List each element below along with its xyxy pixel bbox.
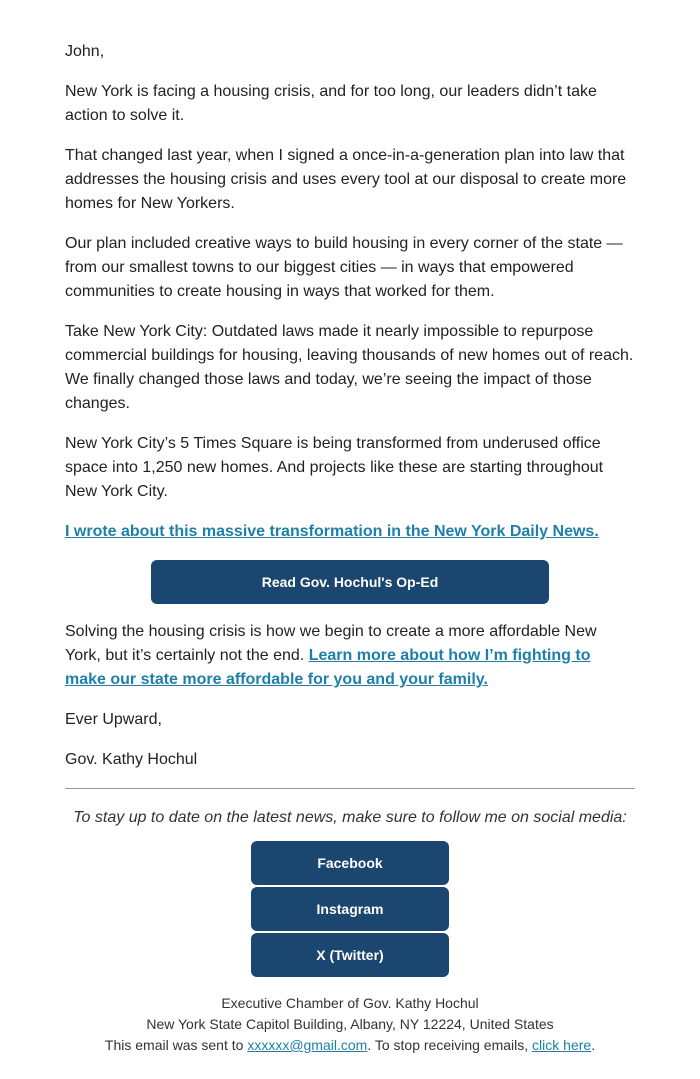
footer-email-link[interactable]: xxxxxx@gmail.com	[247, 1037, 368, 1053]
paragraph-creative-ways: Our plan included creative ways to build housing in every corner of the state — from our smallest towns to our biggest cities — in ways that empowered communities to create housing in ways that worked for them.	[65, 235, 623, 300]
unsubscribe-link[interactable]: click here	[532, 1037, 592, 1053]
cta-wrapper	[65, 560, 635, 604]
affordable-text: Solving the housing crisis is how we begin to create a more affordable New York, but it’s certainly not the end.	[65, 623, 597, 664]
footer-unsub-suffix: .	[591, 1037, 596, 1053]
paragraph-times-square: New York City’s 5 Times Square is being transformed from underused office space into 1,250 new homes. And projects like these are starting throughout New York City.	[65, 435, 604, 500]
x-twitter-button[interactable]: X (Twitter)	[251, 933, 449, 977]
paragraph-housing-crisis: New York is facing a housing crisis, and for too long, our leaders didn’t take action to solve it.	[65, 83, 597, 124]
daily-news-link[interactable]: I wrote about this massive transformation in the New York Daily News.	[65, 523, 599, 540]
signoff: Ever Upward,	[65, 711, 162, 728]
footer-org: Executive Chamber of Gov. Kathy Hochul	[221, 995, 479, 1011]
footer	[65, 993, 635, 1056]
email-body	[65, 0, 635, 1056]
facebook-button[interactable]: Facebook	[251, 841, 449, 885]
affordable-link[interactable]: Learn more about how I’m fighting to make our state more affordable for you and your family.	[65, 647, 591, 688]
footer-unsub-prefix: . To stop receiving emails,	[367, 1037, 533, 1053]
affordable-paragraph	[65, 620, 635, 692]
social-buttons	[65, 841, 635, 979]
instagram-button[interactable]: Instagram	[251, 887, 449, 931]
paragraph-nyc-laws: Take New York City: Outdated laws made it nearly impossible to repurpose commercial buildings for housing, leaving thousands of new homes out of reach. We finally changed those laws and today, we’re seeing the impact of those changes.	[65, 323, 634, 412]
footer-sent-line	[65, 1035, 635, 1056]
divider	[65, 788, 635, 789]
greeting: John,	[65, 43, 105, 60]
signature: Gov. Kathy Hochul	[65, 751, 198, 768]
read-op-ed-button[interactable]: Read Gov. Hochul's Op-Ed	[151, 560, 549, 604]
social-intro: To stay up to date on the latest news, make sure to follow me on social media:	[73, 809, 627, 826]
daily-news-paragraph	[65, 520, 635, 544]
paragraph-plan-signed: That changed last year, when I signed a once-in-a-generation plan into law that addresses the housing crisis and uses every tool at our disposal to create more homes for New Yorkers.	[65, 147, 627, 212]
footer-sent-prefix: This email was sent to	[104, 1037, 248, 1053]
footer-address: New York State Capitol Building, Albany, NY 12224, United States	[146, 1016, 554, 1032]
